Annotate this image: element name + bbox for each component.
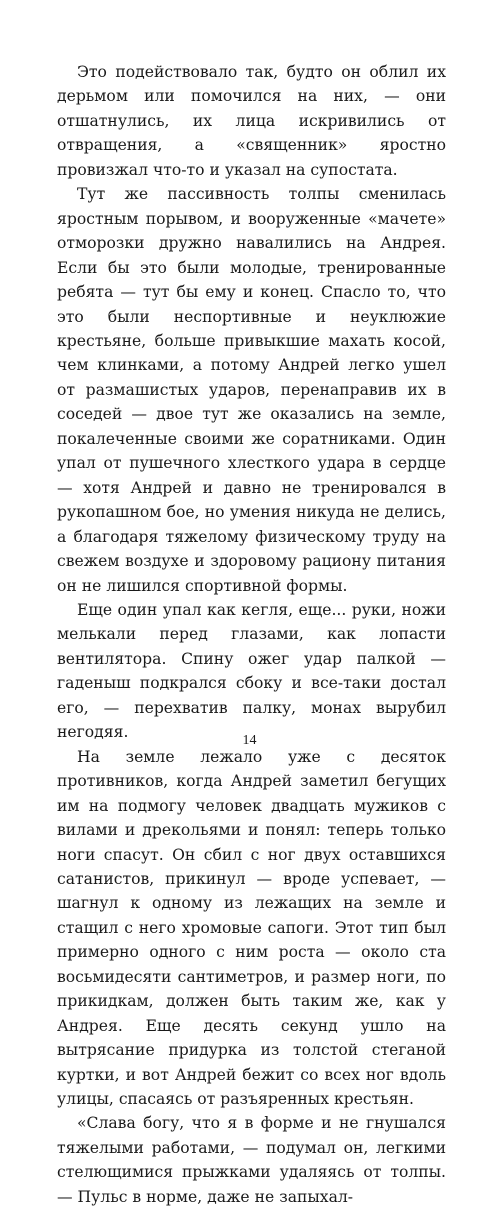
page-text-block	[57, 60, 446, 1209]
paragraph: Это подействовало так, будто он облил их дерьмом или помочился на них, — они отшатнулись, их лица искривились от отвращения, а «священник» яростно провизжал что-то и указал на супостата.	[57, 63, 446, 179]
paragraph: Тут же пассивность толпы сменилась яростным порывом, и вооруженные «мачете» отморозки дружно навалились на Андрея. Если бы это были молодые, тренированные ребята — тут бы ему и конец. Спасло то, что это были неспортивные и неуклюжие крестьяне, больше привыкшие махать косой, чем клинками, а потому Андрей легко ушел от размашистых ударов, перенаправив их в соседей — двое тут же оказались на земле, покалеченные своими же соратниками. Один упал от пушечного хлесткого удара в сердце — хотя Андрей и давно не тренировался в рукопашном бое, но умения никуда не делись, а благодаря тяжелому физическому труду на свежем воздухе и здоровому рациону питания он не лишился спортивной формы.	[57, 185, 446, 595]
paragraph: На земле лежало уже с десяток противников, когда Андрей заметил бегущих им на подмогу человек двадцать мужиков с вилами и дрекольями и понял: теперь только ноги спасут. Он сбил с ног двух оставшихся сатанистов, прикинул — вроде успевает, — шагнул к одному из лежащих на земле и стащил с него хромовые сапоги. Этот тип был примерно одного с ним роста — около ста восьмидесяти сантиметров, и размер ноги, по прикидкам, должен быть таким же, как у Андрея. Еще десять секунд ушло на вытрясание придурка из толстой стеганой куртки, и вот Андрей бежит со всех ног вдоль улицы, спасаясь от разъяренных крестьян.	[57, 747, 446, 1109]
page-number: 14	[242, 733, 257, 748]
paragraph: «Слава богу, что я в форме и не гнушался тяжелыми работами, — подумал он, легкими стелющимися прыжками удаляясь от толпы. — Пульс в норме, даже не запыхал-	[57, 1114, 446, 1206]
paragraph: Еще один упал как кегля, еще... руки, ножи мелькали перед глазами, как лопасти вентилятора. Спину ожег удар палкой — гаденыш подкрался сбоку и все-таки достал его, — перехватив палку, монах вырубил негодяя.	[57, 600, 446, 742]
